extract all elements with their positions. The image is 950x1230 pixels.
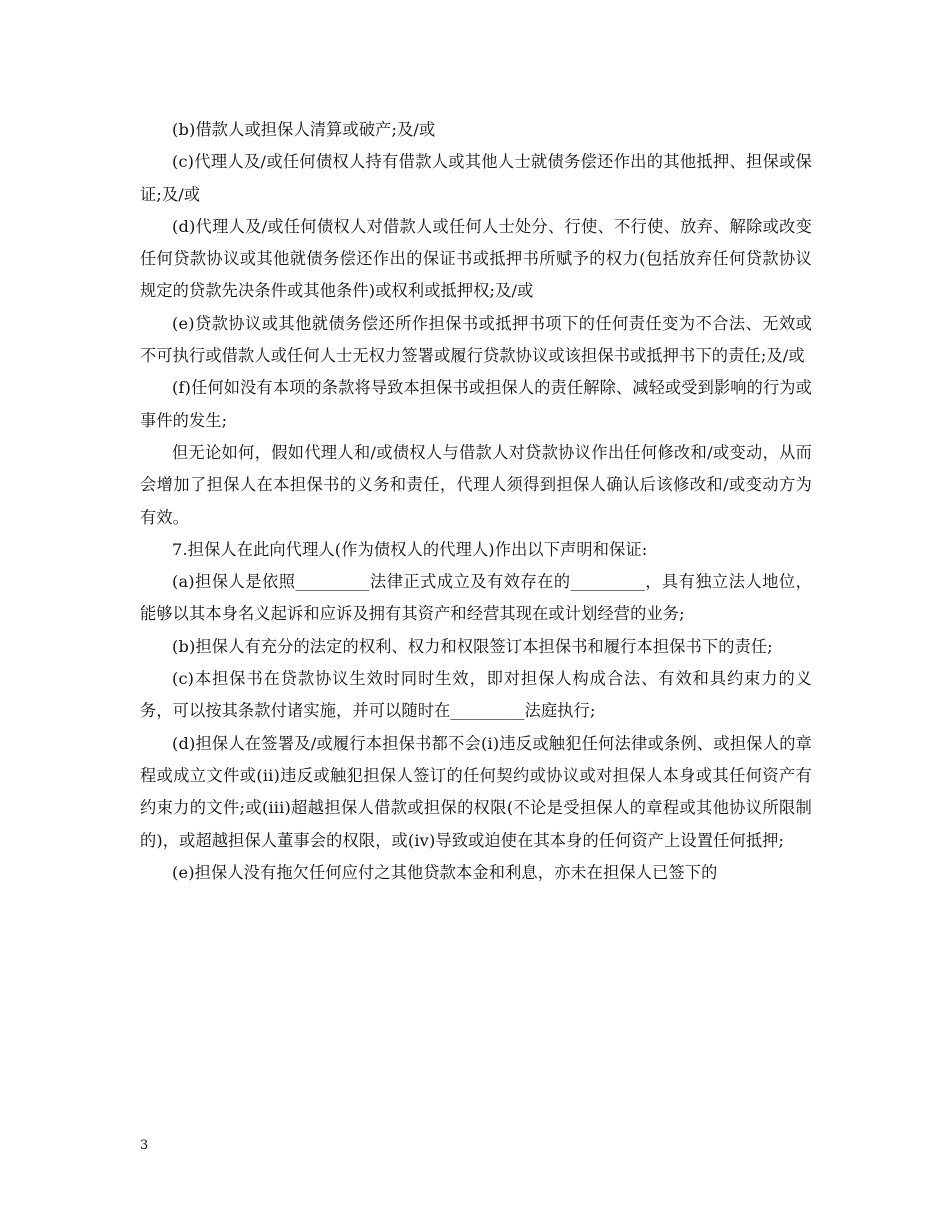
page-number: 3 bbox=[140, 1138, 149, 1153]
paragraph-7a-incorporation: (a)担保人是依照_________法律正式成立及有效存在的_________，具有独立法人地位，能够以其本身名义起诉和应诉及拥有其资产和经营其现在或计划经营的业务; bbox=[140, 572, 812, 624]
paragraph-b-liquidation: (b)借款人或担保人清算或破产;及/或 bbox=[172, 120, 436, 139]
paragraph-proviso: 但无论如何，假如代理人和/或债权人与借款人对贷款协议作出任何修改和/或变动，从而会增加了担保人在本担保书的义务和责任，代理人须得到担保人确认后该修改和/或变动方为有效。 bbox=[140, 442, 812, 527]
paragraph-c-other-security: (c)代理人及/或任何债权人持有借款人或其他人士就债务偿还作出的其他抵押、担保或保证;及/或 bbox=[140, 152, 812, 204]
paragraph-7d-no-conflict: (d)担保人在签署及/或履行本担保书都不会(i)违反或触犯任何法律或条例、或担保人的章程或成立文件或(ii)违反或触犯担保人签订的任何契约或协议或对担保人本身或其任何资产有约束力的文件;或(iii)超越担保人借款或担保的权限(不论是受担保人的章程或其他协议所限制的)，或超越担保人董事会的权限，或(iv)导致或迫使在其本身的任何资产上设置任何抵押; bbox=[140, 733, 812, 850]
paragraph-7e-no-default: (e)担保人没有拖欠任何应付之其他贷款本金和利息，亦未在担保人已签下的 bbox=[172, 862, 718, 882]
paragraph-7c-validity: (c)本担保书在贷款协议生效时同时生效，即对担保人构成合法、有效和具约束力的义务，可以按其条款付诸实施，并可以随时在_________法庭执行; bbox=[140, 669, 812, 721]
paragraph-f-other-events: (f)任何如没有本项的条款将导致本担保书或担保人的责任解除、减轻或受到影响的行为或事件的发生; bbox=[140, 378, 812, 430]
section-7-heading: 7.担保人在此向代理人(作为债权人的代理人)作出以下声明和保证: bbox=[172, 539, 648, 559]
document-body bbox=[140, 114, 812, 889]
paragraph-7b-authority: (b)担保人有充分的法定的权利、权力和权限签订本担保书和履行本担保书下的责任; bbox=[172, 636, 773, 656]
paragraph-e-invalidity: (e)贷款协议或其他就债务偿还所作担保书或抵押书项下的任何责任变为不合法、无效或不可执行或借款人或任何人士无权力签署或履行贷款协议或该担保书或抵押书下的责任;及/或 bbox=[140, 313, 812, 366]
paragraph-d-exercise-of-rights: (d)代理人及/或任何债权人对借款人或任何人士处分、行使、不行使、放弃、解除或改变任何贷款协议或其他就债务偿还作出的保证书或抵押书所赋予的权力(包括放弃任何贷款协议规定的贷款先决条件或其他条件)或权利或抵押权;及/或 bbox=[140, 216, 812, 301]
